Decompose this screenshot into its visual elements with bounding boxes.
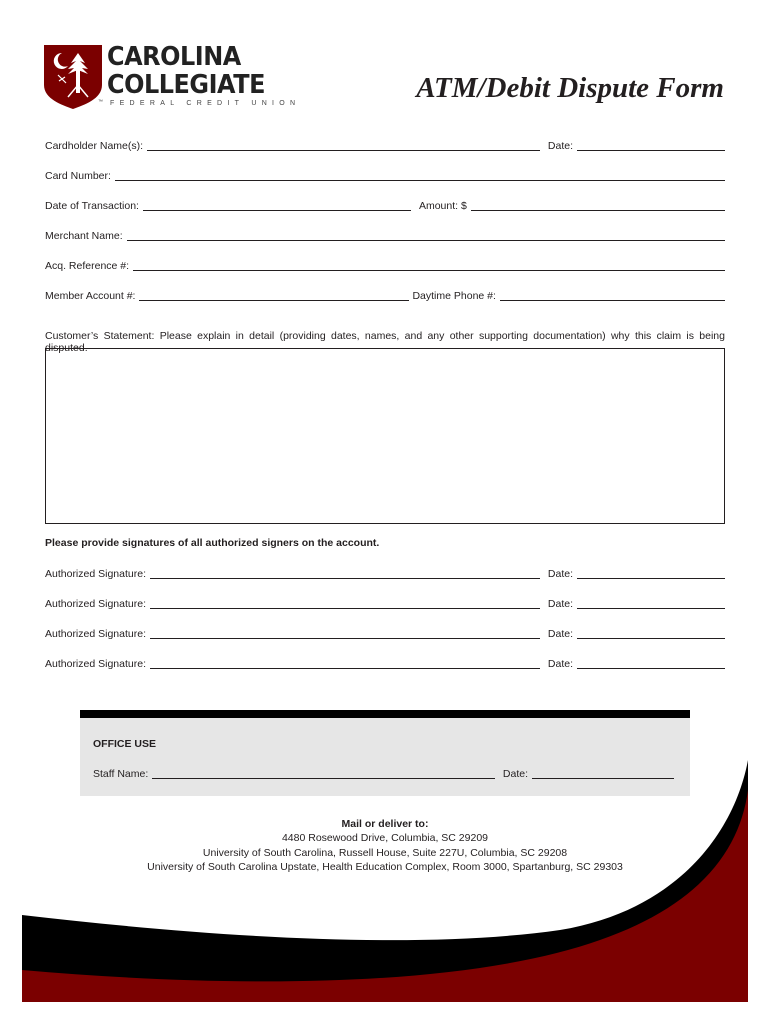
credit-union-logo-shield: [44, 45, 104, 109]
customer-statement-instructions: Customer’s Statement: Please explain in detail (providing dates, names, and any other supporting documentation) why this claim is being disputed.: [45, 330, 725, 354]
cardholder-label: Cardholder Name(s):: [45, 140, 144, 152]
brand-subtitle: FEDERAL CREDIT UNION: [110, 100, 301, 107]
transaction-date-field[interactable]: [143, 200, 411, 211]
daytime-phone-field[interactable]: [500, 290, 725, 301]
mail-address-3: University of South Carolina Upstate, Health Education Complex, Room 3000, Spartanburg, SC 29303: [147, 861, 623, 873]
acq-ref-label: Acq. Reference #:: [45, 260, 130, 272]
signature-row: [45, 626, 725, 640]
signature-date-label: Date:: [547, 628, 573, 640]
cardholder-field[interactable]: [147, 140, 540, 151]
signature-row: [45, 596, 725, 610]
trademark-mark: ™: [98, 99, 103, 105]
date-field[interactable]: [577, 140, 725, 151]
form-title: ATM/Debit Dispute Form: [416, 72, 724, 104]
brand-name-line2: COLLEGIATE: [107, 70, 265, 100]
customer-statement-box[interactable]: [45, 348, 725, 524]
signature-row: [45, 566, 725, 580]
amount-label: Amount: $: [418, 200, 467, 212]
signature-date-label: Date:: [547, 658, 573, 670]
transaction-row: [45, 198, 725, 212]
signature-date-label: Date:: [547, 598, 573, 610]
signature-row: [45, 656, 725, 670]
member-account-row: [45, 288, 725, 302]
signature-date-field[interactable]: [577, 598, 725, 609]
signatures-heading: Please provide signatures of all authorized signers on the account.: [45, 537, 380, 549]
signature-field[interactable]: [150, 658, 540, 669]
daytime-phone-label: Daytime Phone #:: [412, 290, 496, 302]
office-date-label: Date:: [502, 768, 528, 780]
amount-field[interactable]: [471, 200, 725, 211]
cardholder-row: [45, 138, 725, 152]
date-label: Date:: [547, 140, 573, 152]
staff-name-label: Staff Name:: [93, 768, 149, 780]
signature-label: Authorized Signature:: [45, 598, 146, 610]
office-use-title: OFFICE USE: [93, 738, 157, 750]
card-number-label: Card Number:: [45, 170, 111, 182]
signature-label: Authorized Signature:: [45, 568, 146, 580]
signature-date-field[interactable]: [577, 568, 725, 579]
brand-name-line1: CAROLINA: [107, 42, 241, 72]
member-account-field[interactable]: [139, 290, 409, 301]
transaction-date-label: Date of Transaction:: [45, 200, 139, 212]
signature-label: Authorized Signature:: [45, 628, 146, 640]
merchant-field[interactable]: [127, 230, 725, 241]
acq-ref-row: [45, 258, 725, 272]
merchant-row: [45, 228, 725, 242]
decorative-swoosh: [0, 740, 770, 1024]
signature-field[interactable]: [150, 598, 540, 609]
signature-date-field[interactable]: [577, 628, 725, 639]
mail-address-1: 4480 Rosewood Drive, Columbia, SC 29209: [281, 832, 489, 844]
signature-label: Authorized Signature:: [45, 658, 146, 670]
acq-ref-field[interactable]: [133, 260, 725, 271]
signature-field[interactable]: [150, 628, 540, 639]
merchant-label: Merchant Name:: [45, 230, 123, 242]
signature-field[interactable]: [150, 568, 540, 579]
signature-date-field[interactable]: [577, 658, 725, 669]
mail-heading: Mail or deliver to:: [341, 818, 429, 830]
card-number-row: [45, 168, 725, 182]
member-account-label: Member Account #:: [45, 290, 136, 302]
mail-address-2: University of South Carolina, Russell House, Suite 227U, Columbia, SC 29208: [202, 847, 568, 859]
card-number-field[interactable]: [115, 170, 725, 181]
signature-date-label: Date:: [547, 568, 573, 580]
